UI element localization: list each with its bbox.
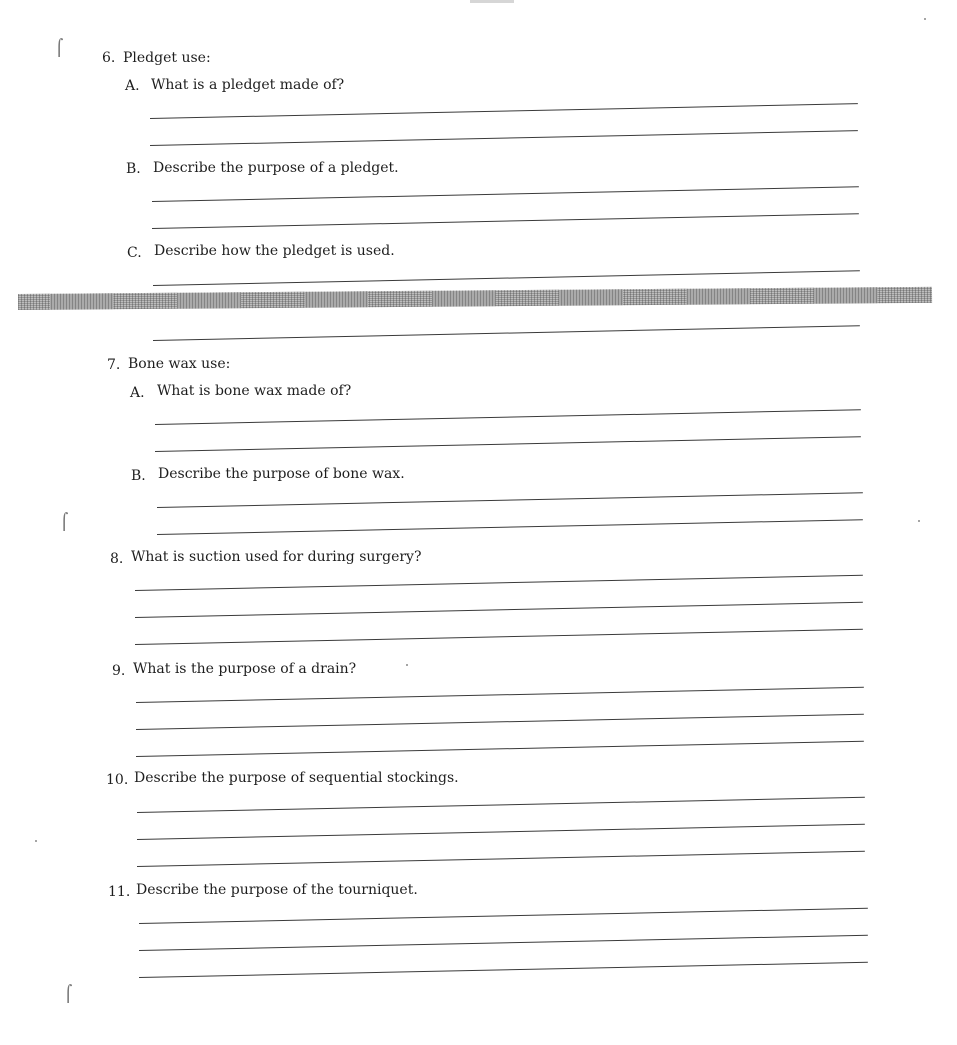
question-6a-text: What is a pledget made of? (151, 77, 345, 93)
question-7b-text: Describe the purpose of bone wax. (158, 466, 405, 482)
question-10-text: Describe the purpose of sequential stockings. (134, 770, 459, 786)
answer-line[interactable] (155, 436, 861, 452)
margin-mark: ⌠ (55, 38, 64, 57)
speck (406, 664, 408, 666)
answer-line[interactable] (137, 824, 865, 840)
question-7b-letter: B. (131, 468, 146, 484)
answer-line[interactable] (135, 602, 863, 618)
answer-line[interactable] (137, 797, 865, 813)
question-6-number: 6. (102, 50, 116, 66)
answer-line[interactable] (139, 908, 868, 924)
question-7a-letter: A. (130, 385, 145, 401)
question-6b-letter: B. (126, 161, 141, 177)
scan-artifact-band (18, 287, 932, 310)
answer-line[interactable] (150, 130, 858, 146)
answer-line[interactable] (139, 935, 868, 951)
question-7-number: 7. (107, 357, 121, 373)
question-11-text: Describe the purpose of the tourniquet. (136, 882, 418, 898)
question-11-number: 11. (108, 884, 131, 900)
answer-line[interactable] (136, 714, 864, 730)
speck (35, 840, 37, 842)
answer-line[interactable] (135, 629, 863, 645)
margin-mark: ⌠ (64, 984, 73, 1003)
answer-line[interactable] (157, 519, 863, 535)
answer-line[interactable] (139, 962, 868, 978)
margin-mark: ⌠ (60, 512, 69, 531)
question-10-number: 10. (106, 772, 129, 788)
answer-line[interactable] (155, 409, 861, 425)
answer-line[interactable] (153, 325, 860, 341)
answer-line[interactable] (152, 186, 859, 202)
question-8-text: What is suction used for during surgery? (131, 549, 422, 565)
answer-line[interactable] (152, 213, 859, 229)
question-6-title: Pledget use: (123, 50, 211, 66)
question-9-number: 9. (112, 663, 126, 679)
answer-line[interactable] (153, 270, 860, 286)
question-9-text: What is the purpose of a drain? (133, 661, 357, 677)
speck (924, 18, 926, 20)
speck (918, 520, 920, 522)
question-6c-text: Describe how the pledget is used. (154, 243, 395, 259)
question-8-number: 8. (110, 551, 124, 567)
answer-line[interactable] (136, 741, 864, 757)
question-7a-text: What is bone wax made of? (157, 383, 352, 399)
question-6c-letter: C. (127, 245, 142, 261)
scan-smudge (470, 0, 514, 3)
answer-line[interactable] (150, 103, 858, 119)
question-6b-text: Describe the purpose of a pledget. (153, 160, 399, 176)
answer-line[interactable] (137, 851, 865, 867)
answer-line[interactable] (136, 687, 864, 703)
answer-line[interactable] (157, 492, 863, 508)
question-7-title: Bone wax use: (128, 356, 231, 372)
question-6a-letter: A. (125, 78, 140, 94)
answer-line[interactable] (135, 575, 863, 591)
